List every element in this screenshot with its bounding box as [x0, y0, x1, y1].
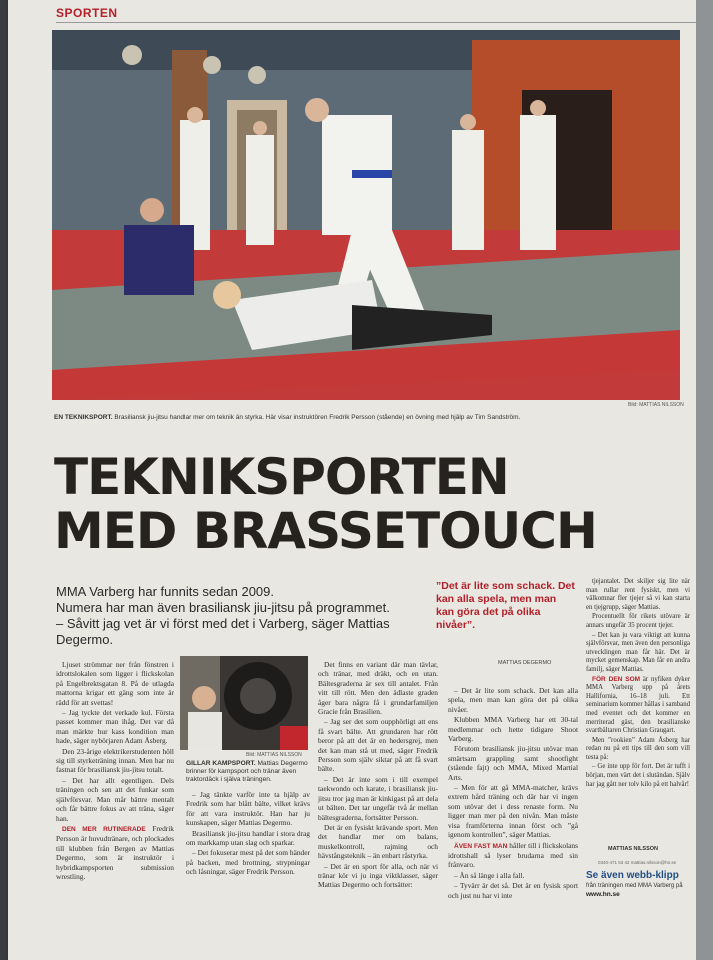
paragraph: – Ge inte upp för fort. Det är tufft i början, men värt det i slutändan. Själv har jag gått ner tolv kilo på ett halvår!	[586, 763, 690, 788]
section-rule	[56, 22, 696, 23]
article-byline: MATTIAS NILSSON	[608, 846, 659, 852]
paragraph: Den 23-årige elektrikerstudenten höll sig till styrketräning innan. Men har nu fastnat för brasiliansk jiu-jitsu totalt.	[56, 746, 174, 775]
paragraph: Klubben MMA Varberg har ett 30-tal medlemmar och hette tidigare Shoot Varberg.	[448, 715, 578, 744]
ingress	[56, 584, 428, 648]
article-column-2	[186, 790, 310, 878]
paragraph: Men ”rookien” Adam Åsberg har redan nu på ett tips till den som vill testa på:	[586, 736, 690, 761]
pull-quote: ”Det är lite som schack. Det kan alla spela, men man kan göra det på olika nivåer”.	[436, 580, 575, 631]
photo-caption	[54, 414, 674, 421]
section-label: SPORTEN	[56, 6, 118, 20]
small-photo-caption	[186, 760, 310, 785]
ingress-line-3: – Såvitt jag vet är vi först med det i Varberg, säger Mattias Degermo.	[56, 616, 390, 647]
article-column-4	[448, 686, 578, 901]
small-photo-credit: Bild: MATTIAS NILSSON	[246, 752, 302, 758]
small-caption-text: Mattias Degermo brinner för kampsport och tränar även traktordäck i själva träningen.	[186, 760, 308, 784]
ingress-line-2: Numera har man även brasiliansk jiu-jitsu på programmet.	[56, 600, 390, 615]
paragraph: Förutom brasiliansk jiu-jitsu utövar man smärtsam grappling samt shootfight (stående fajt) och MMA, Mixed Martial Arts.	[448, 744, 578, 782]
paragraph: – Det är en sport för alla, och när vi tränar kör vi ju inga viktklasser, säger Mattias Degermo och fortsätter:	[318, 861, 438, 890]
paragraph: tjejantalet. Det skiljer sig lite när man rullar rent fysiskt, men vi välkomnar fler tjejer så vi kan starta en tjejgrupp, säger Mattias.	[586, 578, 690, 611]
photo-caption-text: Brasiliansk jiu-jitsu handlar mer om teknik än styrka. Här visar instruktören Fredrik Persson (stående) en övning med hjälp av Tim Sandström.	[112, 414, 521, 421]
headline-line-2: MED BRASSETOUCH	[54, 502, 597, 560]
paragraph: – Jag tänkte varför inte ta hjälp av Fredrik som har blått bälte, vilket krävs för att vara instruktör. Han har ju kunskapen, säger Mattias Degermo.	[186, 790, 310, 828]
paragraph: – Tyvärr är det så. Det är en fysisk sport och just nu har vi inte	[448, 881, 578, 900]
web-clip-description: från träningen med MMA Varberg på	[586, 883, 683, 889]
article-column-5	[586, 578, 690, 790]
paragraph: Procentuellt för rikets utövare är annars ungefär 35 procent tjejer.	[586, 613, 690, 629]
paragraph: – Jag tyckte det verkade kul. Första passet kommer man ihåg. Det var då man märkte hur kass kondition man hade, säger nybörjaren Adam Åsberg.	[56, 708, 174, 746]
paragraph: – Det har allt egentligen. Dels träningen och sen att det funkar som självförsvar. Man mår bättre mentalt och får bättre fokus av att träna, säger han.	[56, 775, 174, 823]
photo-caption-lead: EN TEKNIKSPORT.	[54, 414, 113, 421]
page-edge	[696, 0, 713, 960]
article-column-1	[56, 660, 174, 882]
web-clip-link[interactable]: www.hn.se	[586, 890, 620, 898]
paragraph: Det är en fysiskt krävande sport. Men det handlar mer om balans, muskelkontroll, rajming och hävstångsteknik – än enbart råstyrka.	[318, 822, 438, 861]
paragraph: Det finns en variant där man tävlar, och tränar, med dräkt, och en utan. Bältesgraderna är sex till antalet. Från vitt till rött. Men den ädlaste graden åger bara några få i grundarfamiljen Gracie från Brasilien.	[318, 660, 438, 717]
newspaper-page	[8, 0, 696, 960]
paragraph: – Det är inte som i till exempel taekwondo och karate, i brasiliansk jiu-jitsu tror jag man är kinkigast på att dela ut bälten. Det tar ungefär två år mellan bältesgraderna, fortsätter Persson.	[318, 774, 438, 822]
pull-quote-byline: MATTIAS DEGERMO	[498, 660, 552, 666]
main-photo	[52, 30, 680, 400]
paragraph: – Det är lite som schack. Det kan alla spela, men man kan göra det på olika nivåer.	[448, 686, 578, 714]
web-clip-box	[586, 870, 690, 898]
subhead: ÄVEN FAST MAN	[454, 842, 508, 850]
paragraph: Brasiliansk jiu-jitsu handlar i stora drag om markkamp utan slag och sparkar.	[186, 828, 310, 848]
paragraph: – Än så länge i alla fall.	[454, 870, 525, 880]
paragraph: – Det fokuserar mest på det som händer på backen, med brottning, strypningar och låsningar, säger Fredrik Persson.	[186, 848, 310, 877]
paragraph-text: håller till i flickskolans idrottshall så lyser brudarna med sin frånvaro.	[448, 840, 578, 870]
subhead: FÖR DEN SOM	[592, 675, 641, 683]
paragraph: – Jag ser det som oupphörligt att ens få svart bälte. Att grundaren har rött beror på att det är en hedersgrej, men det kan man stå ut med, säger Fredrik Persson som själv siktar på att få svart bälte.	[318, 717, 438, 774]
small-photo	[180, 656, 308, 750]
paragraph: Ljuset strömmar ner från fönstren i idrottslokalen som ligger i flickskolan på Engelbrektsgatan 8. På de utlagda mattorna krigar ett gäng som inte är rädd för att svettas!	[56, 660, 174, 707]
paragraph: – Men för att gå MMA-matcher, krävs extrem hård träning och där har vi ingen som utövar det i dess renaste form. Nu ligger man mer på den nivån. Man måste visa framförterna innan först och ”gå igenom kontrollen”, säger Mattias.	[448, 783, 578, 840]
paragraph-text: är nyfiken dyker MMA Varberg upp på årets Hallifornia, 16–18 juli. Ett seminarium kommer hållas i samband med eventet och det kommer en merriterad gäst, den brasilianske svartbältaren Christian Graugart.	[586, 675, 690, 735]
photo-credit: Bild: MATTIAS NILSSON	[628, 402, 684, 408]
paragraph-text: Fredrik Persson är huvudtränare, och plockades till klubben från Bergen av Mattias Degermo, som är instruktör i hybridkampsporten submission wrestling.	[56, 823, 174, 881]
paragraph	[56, 824, 174, 881]
paragraph: – Det kan ju vara viktigt att kunna självförsvar, men även den personliga utvecklingen man får här. Det är mycket gemenskap. Man får en andra familj, säger Mattias.	[586, 631, 690, 673]
headline	[54, 450, 684, 558]
paragraph	[448, 841, 578, 870]
subhead: DEN MER RUTINERADE	[62, 825, 146, 833]
small-caption-lead: GILLAR KAMPSPORT.	[186, 760, 256, 767]
ingress-line-1: MMA Varberg har funnits sedan 2009.	[56, 584, 274, 599]
article-column-3	[318, 660, 438, 891]
contact-info: 0340-471 53 42 mattias.nilsson@hn.se	[598, 860, 677, 865]
headline-line-1: TEKNIKSPORTEN	[54, 448, 509, 506]
paragraph	[586, 676, 690, 736]
web-clip-title: Se även webb-klipp	[586, 870, 679, 881]
